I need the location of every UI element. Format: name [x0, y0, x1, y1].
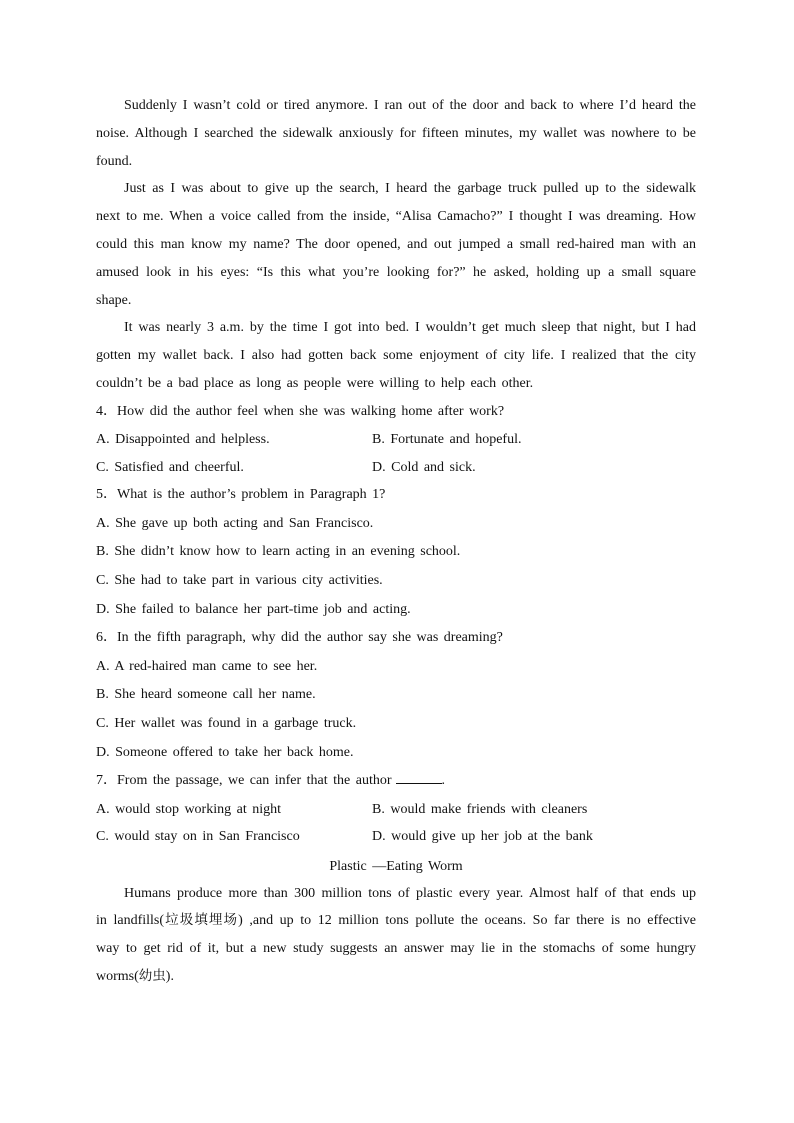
question-6-option-b: B. She heard someone call her name. — [96, 687, 316, 703]
question-7-options-row-1 — [96, 796, 696, 823]
question-4-options-row-1 — [96, 426, 696, 453]
question-5-option-c: C. She had to take part in various city activities. — [96, 572, 383, 588]
question-7-option-a: A. would stop working at night — [96, 801, 281, 817]
question-6-option-c: C. Her wallet was found in a garbage truck. — [96, 715, 357, 731]
question-7-stem-line — [96, 767, 696, 796]
question-6-stem: 6．In the fifth paragraph, why did the author say she was dreaming? — [96, 630, 503, 646]
passage-title: Plastic —Eating Worm — [329, 858, 463, 874]
question-4-stem: 4．How did the author feel when she was walking home after work? — [96, 403, 505, 419]
question-7-option-d: D. would give up her job at the bank — [372, 829, 593, 845]
question-4-options-row-2 — [96, 454, 696, 481]
chinese-gloss-worms: 幼虫 — [138, 967, 166, 984]
passage-paragraph-1: Suddenly I wasn’t cold or tired anymore. I ran out of the door and back to where I’d heard the noise. Although I searched the sidewalk anxiously for fifteen minutes, my wallet was nowhere to be found. — [96, 98, 696, 169]
question-5-option-a: A. She gave up both acting and San Francisco. — [96, 515, 374, 531]
question-7-options-row-2 — [96, 823, 696, 850]
question-5-stem: 5．What is the author’s problem in Paragraph 1? — [96, 487, 386, 503]
next-passage-paragraph-1 — [96, 880, 696, 991]
question-7-option-b: B. would make friends with cleaners — [372, 801, 588, 817]
question-4-option-b: B. Fortunate and hopeful. — [372, 432, 522, 448]
question-6-option-a: A. A red-haired man came to see her. — [96, 658, 318, 674]
chinese-gloss-landfills: 垃圾填埋场 — [164, 912, 239, 929]
answer-blank — [396, 769, 442, 784]
question-7-stem-end: . — [441, 773, 446, 789]
question-5-option-b: B. She didn’t know how to learn acting in an evening school. — [96, 544, 461, 560]
question-4-option-c: C. Satisfied and cheerful. — [96, 459, 244, 475]
page-content — [96, 92, 696, 991]
passage-paragraph-3: It was nearly 3 a.m. by the time I got into bed. I wouldn’t get much sleep that night, but I had gotten my wallet back. I also had gotten back some enjoyment of city life. I realized that the city couldn’t be a bad place as long as people were willing to help each other. — [96, 320, 696, 391]
question-7-stem: 7．From the passage, we can infer that the author — [96, 773, 392, 789]
question-5-option-d: D. She failed to balance her part-time job and acting. — [96, 601, 411, 617]
next-passage-text-3: ). — [165, 968, 174, 984]
question-6-option-d: D. Someone offered to take her back home. — [96, 744, 354, 760]
question-7-option-c: C. would stay on in San Francisco — [96, 829, 300, 845]
question-4-option-d: D. Cold and sick. — [372, 459, 476, 475]
question-4-option-a: A. Disappointed and helpless. — [96, 432, 270, 448]
next-passage-text-2: ) ,and up to 12 million tons pollute the oceans. So far there is no effective way to get rid of it, but a new study suggests an answer may lie in the stomachs of some hungry worms( — [96, 913, 697, 984]
passage-paragraph-2: Just as I was about to give up the search, I heard the garbage truck pulled up to the sidewalk next to me. When a voice called from the inside, “Alisa Camacho?” I thought I was dreaming. How could this man know my name? The door opened, and out jumped a small red-haired man with an amused look in his eyes: “Is this what you’re looking for?” he asked, holding up a small square shape. — [96, 181, 696, 308]
next-passage-text-1: Humans produce more than 300 million tons of plastic every year. Almost half of that ends up in landfills( — [96, 885, 696, 929]
